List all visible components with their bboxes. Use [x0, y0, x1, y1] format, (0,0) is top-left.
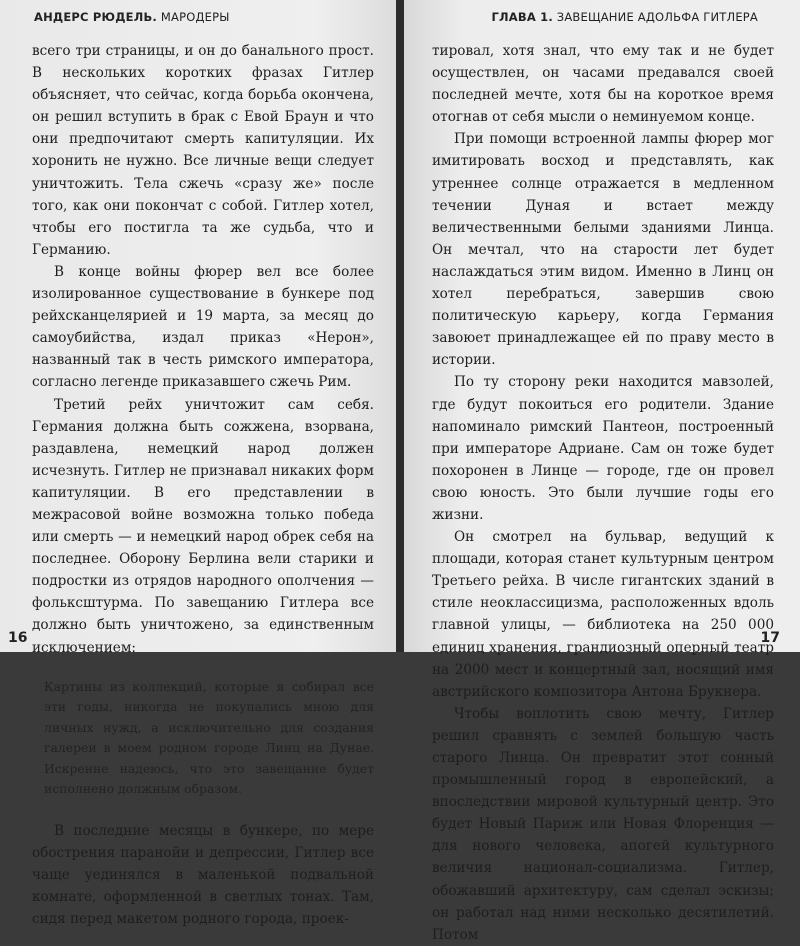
- paragraph: По ту сторону реки находится мавзолей, где будут покоиться его родители. Здание напоминало римский Пантеон, построенный при императоре Адриане. Сам он тоже будет похоронен в Линце — городе, где он провел свою юность. Это были лучшие годы его жизни.: [432, 374, 774, 523]
- paragraph: Он смотрел на бульвар, ведущий к площади, которая станет культурным центром Третьего рейха. В числе гигантских зданий в стиле неоклассицизма, расположенных вдоль главной улицы, — библиотека на 250 000 единиц хранения, грандиозный оперный театр на 2000 мест и концертный зал, носящий имя австрийского композитора Антона Брукнера.: [432, 529, 774, 700]
- book-gutter: [396, 0, 404, 652]
- paragraph: всего три страницы, и он до банального прост. В нескольких коротких фразах Гитлер объясняет, что сейчас, когда борьба окончена, он решил вступить в брак с Евой Браун и что они предпочитают смерть капитуляции. Их хоронить не нужно. Все личные вещи следует уничтожить. Тела сжечь «сразу же» после того, как они покончат с собой. Гитлер хотел, чтобы его постигла та же судьба, что и Германию.: [32, 43, 374, 258]
- right-page-body: [432, 40, 774, 946]
- page-number-left: 16: [8, 630, 28, 646]
- page-number-right: 17: [760, 630, 780, 646]
- paragraph: тировал, хотя знал, что ему так и не будет осуществлен, он часами предавался своей последней мечте, хотя бы на короткое время отогнав от себя мысли о неминуемом конце.: [432, 43, 774, 126]
- running-head-left: [34, 10, 230, 24]
- right-page: [404, 0, 800, 943]
- left-page-body: [32, 40, 374, 930]
- paragraph: В конце войны фюрер вел все более изолированное существование в бункере под рейхсканцелярией и 19 марта, за месяц до самоубийства, издал приказ «Нерон», названный так в честь римского императора, согласно легенде приказавшего сжечь Рим.: [32, 263, 374, 391]
- block-quote: Картины из коллекций, которые я собирал все эти годы, никогда не покупались мною для личных нужд, а исключительно для создания галереи в моем родном городе Линц на Дунае. Искренне надеюсь, что это завещание будет исполнено должным образом.: [44, 678, 374, 797]
- running-head-right: [491, 10, 758, 24]
- paragraph: В последние месяцы в бункере, по мере обострения паранойи и депрессии, Гитлер все чаще уединялся в маленькой подвальной комнате, оформленной в светлых тонах. Там, сидя перед макетом родного города, проек-: [32, 822, 374, 927]
- paragraph: При помощи встроенной лампы фюрер мог имитировать восход и представлять, как утреннее солнце отражается в медленном течении Дуная и встает между величественными белыми зданиями Линца. Он мечтал, что на старости лет будет наслаждаться этим видом. Именно в Линц он хотел перебраться, завершив свою политическую карьеру, когда Германия завоюет принадлежащее ей по праву место в истории.: [432, 131, 774, 369]
- running-head-author: АНДЕРС РЮДЕЛЬ.: [34, 10, 158, 24]
- paragraph: Третий рейх уничтожит сам себя. Германия должна быть сожжена, взорвана, раздавлена, немецкий народ должен исчезнуть. Гитлер не признавал никаких форм капитуляции. В его представлении в межрасовой войне возможна только победа или смерть — и немецкий народ обрек себя на последнее. Оборону Берлина вели старики и подростки из отрядов народного ополчения — фольксштурма. По завещанию Гитлера все должно быть уничтожено, за единственным исключением:: [32, 396, 374, 656]
- running-head-book-title: МАРОДЕРЫ: [160, 10, 230, 24]
- running-head-chapter: ГЛАВА 1.: [491, 10, 553, 24]
- left-page: [0, 0, 396, 927]
- paragraph: Чтобы воплотить свою мечту, Гитлер решил сравнять с землей большую часть старого Линца. Он превратит этот сонный промышленный город в европейский, а впоследствии мировой культурный центр. Это будет Новый Париж или Новая Флоренция — для нового человека, апогей культурного величия национал-социализма. Гитлер, обожавший архитектуру, сам сделал эскизы; он работал над ними несколько десятилетий. Потом: [432, 705, 774, 943]
- running-head-chapter-title: ЗАВЕЩАНИЕ АДОЛЬФА ГИТЛЕРА: [556, 10, 758, 24]
